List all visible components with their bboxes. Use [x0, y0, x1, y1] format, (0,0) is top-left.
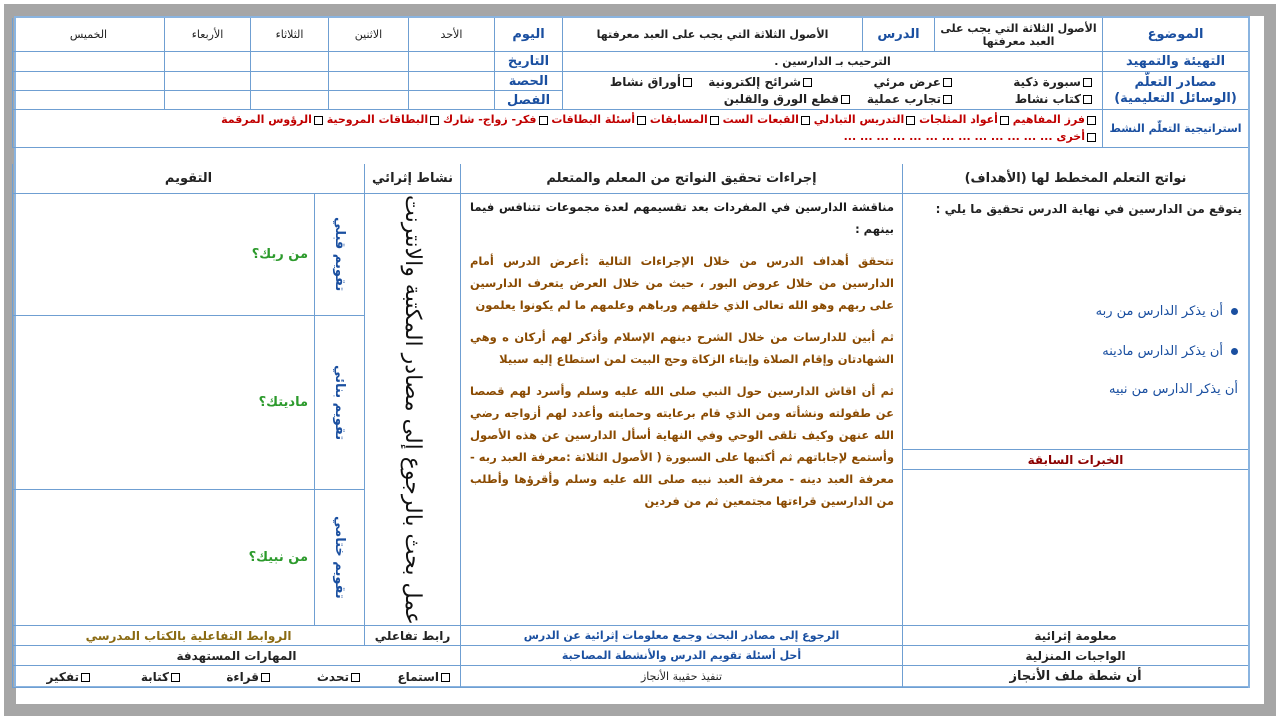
resources-label-line2: (الوسائل التعليمية) [1114, 90, 1237, 106]
strategy-item[interactable]: فكر- زواج- شارك [443, 113, 547, 126]
strategy-item[interactable]: التدريس التبادلي [814, 113, 916, 126]
procedure-paragraph-2: تتحقق أهداف الدرس من خلال الإجراءات التالية :أعرض الدرس أمام الدارسين من خلال عروض البور ، حيث من خلال العرض يتعرف الدارسين على ربهم وهو الله تعالى الذي خلقهم ورباهم وعلمهم ما لم يكونوا يعلمون [470, 254, 894, 312]
bullet-icon [1231, 308, 1238, 315]
checkbox-icon [1083, 95, 1092, 104]
date-cell-1 [408, 52, 494, 72]
skills-options [12, 666, 460, 688]
strategy-item[interactable]: القبعات الست [723, 113, 810, 126]
day-thursday: الخميس [12, 18, 164, 52]
checkbox-icon [801, 116, 810, 125]
skill-writing[interactable]: كتابة [141, 670, 180, 684]
day-monday: الاثنين [328, 18, 408, 52]
enrich-info-value: الرجوع إلى مصادر البحث وجمع معلومات إثرائية عن الدرس [460, 626, 902, 646]
resource-paper-pens[interactable]: قطع الورق والقلبن [724, 92, 850, 106]
resource-experiments[interactable]: تجارب عملية [867, 92, 952, 106]
prior-experience-label: الخبرات السابقة [902, 450, 1248, 470]
objectives-cell [902, 194, 1248, 450]
strategy-item[interactable]: الرؤوس المرقمة [221, 113, 323, 126]
class-cell-1 [408, 91, 494, 110]
period-cell-3 [250, 72, 328, 91]
resources-label-line1: مصادر التعلّم [1134, 74, 1217, 90]
date-cell-2 [328, 52, 408, 72]
checkbox-icon [841, 95, 850, 104]
final-eval-question: من نبيك؟ [12, 490, 314, 626]
interactive-link-value[interactable]: الروابط التفاعلية بالكتاب المدرسي [12, 626, 364, 646]
enrichment-header: نشاط إثرائي [364, 164, 460, 194]
class-cell-4 [164, 91, 250, 110]
strategy-item[interactable]: أعواد المثلجات [919, 113, 1009, 126]
portfolio-label: أن شطة ملف الأنجاز [902, 666, 1248, 688]
intro-value: الترحيب بـ الدارسين . [562, 52, 1102, 72]
day-label: اليوم [494, 18, 562, 52]
resource-smartboard[interactable]: سبورة ذكية [1013, 75, 1092, 89]
strategy-item[interactable]: فرز المفاهيم [1013, 113, 1096, 126]
prior-experience-cell [902, 470, 1248, 626]
bullet-icon [1231, 348, 1238, 355]
skill-speaking[interactable]: تحدث [317, 670, 360, 684]
period-cell-4 [164, 72, 250, 91]
pre-eval-label-cell [314, 194, 364, 316]
class-cell-2 [328, 91, 408, 110]
objective-item-1: أن يذكر الدارس من ربه [1096, 304, 1238, 319]
strategy-other[interactable]: أخرى ... ... ... ... ... ... ... ... ... ... ... ... ... [844, 130, 1096, 143]
procedure-paragraph-1: مناقشة الدارسين في المفردات بعد تقسيمهم لعدة مجموعات تتنافس فيما بينهم : [470, 200, 894, 236]
objectives-header: نواتج التعلم المخطط لها (الأهداف) [902, 164, 1248, 194]
intro-label: التهيئة والتمهيد [1102, 52, 1248, 72]
objectives-intro: يتوقع من الدارسين في نهاية الدرس تحقيق ما يلي : [935, 202, 1242, 216]
lesson-label: الدرس [862, 18, 934, 52]
checkbox-icon [1087, 116, 1096, 125]
date-cell-3 [250, 52, 328, 72]
class-cell-3 [250, 91, 328, 110]
resources-label [1102, 72, 1248, 110]
procedure-paragraph-3: ثم أبين للدارسات من خلال الشرح دينهم الإسلام وأذكر لهم أركان ه وهي الشهادتان وإقام الصلاة وإيتاء الزكاة وحج البيت لمن استطاع إليه سبيلا [470, 330, 894, 366]
objective-item-2: أن يذكر الدارس مادينه [1102, 344, 1238, 359]
class-label: الفصل [494, 91, 562, 110]
interactive-link-label: رابط تفاعلي [364, 626, 460, 646]
period-cell-2 [328, 72, 408, 91]
mid-eval-label-cell [314, 316, 364, 490]
resource-e-slides[interactable]: شرائح إلكترونية [708, 75, 812, 89]
checkbox-icon [314, 116, 323, 125]
period-label: الحصة [494, 72, 562, 91]
final-eval-label: تقويم ختامي [332, 516, 347, 599]
checkbox-icon [803, 78, 812, 87]
evaluation-header: التقويم [12, 164, 364, 194]
resources-options [562, 72, 1102, 110]
mid-eval-question: ماديتك؟ [12, 316, 314, 490]
skills-label: المهارات المستهدفة [12, 646, 460, 666]
mid-eval-label: تقويم بنائي [332, 364, 347, 441]
homework-value: أحل أسئلة تقويم الدرس والأنشطة المصاحبة [460, 646, 902, 666]
date-cell-5 [12, 52, 164, 72]
class-cell-5 [12, 91, 164, 110]
strategy-item[interactable]: البطاقات المروحية [327, 113, 440, 126]
checkbox-icon [683, 78, 692, 87]
objective-item-3: أن يذكر الدارس من نبيه [1109, 382, 1238, 397]
date-label: التاريخ [494, 52, 562, 72]
resource-worksheets[interactable]: أوراق نشاط [610, 75, 692, 89]
homework-label: الواجبات المنزلية [902, 646, 1248, 666]
day-wednesday: الأربعاء [164, 18, 250, 52]
portfolio-value: تنفيذ حقيبة الأنجاز [460, 666, 902, 688]
checkbox-icon [943, 78, 952, 87]
checkbox-icon [441, 673, 450, 682]
strategy-item[interactable]: المسابقات [650, 113, 719, 126]
procedures-header: إجراءات تحقيق النواتج من المعلم والمتعلم [460, 164, 902, 194]
checkbox-icon [1083, 78, 1092, 87]
lesson-plan-sheet [14, 16, 1250, 688]
checkbox-icon [351, 673, 360, 682]
checkbox-icon [710, 116, 719, 125]
date-cell-4 [164, 52, 250, 72]
subject-value: الأصول الثلاثة التي يجب على العبد معرفتها [934, 18, 1102, 52]
strategy-list [221, 113, 1096, 126]
strategy-options [12, 110, 1102, 148]
checkbox-icon [261, 673, 270, 682]
checkbox-icon [943, 95, 952, 104]
lesson-value: الأصول الثلاثة التي يجب على العبد معرفتها [562, 18, 862, 52]
checkbox-icon [539, 116, 548, 125]
procedure-paragraph-4: ثم أن اقاش الدارسين حول النبي صلى الله عليه وسلم وأسرد لهم قصصا عن طفولته ونشأته ومن الذي قام برعايته وحمايته وأعدد لهم أزواجه رضي الله عنهن وكيف تلقى الوحي وفي النهاية أسأل الدارسين عن هذه الأصول وأستمع لإجاباتهم ثم أكتبها على السبورة ( الأصول الثلاثة :معرفة العبد ربه - معرفة العبد دينه - معرفة العبد نبيه صلى الله عليه وسلم وأقرؤها وأطلب من الدارسين قراءتها مجتمعين ثم من فردين [470, 384, 894, 508]
procedures-cell [460, 194, 902, 626]
checkbox-icon [81, 673, 90, 682]
resource-visual-display[interactable]: عرض مرئي [873, 75, 952, 89]
enrichment-cell [364, 194, 460, 626]
strategy-label: استراتيجية التعلّم النشط [1102, 110, 1248, 148]
skill-listening[interactable]: استماع [397, 670, 450, 684]
resource-activity-book[interactable]: كتاب نشاط [1015, 92, 1092, 106]
checkbox-icon [430, 116, 439, 125]
period-cell-1 [408, 72, 494, 91]
final-eval-label-cell [314, 490, 364, 626]
subject-label: الموضوع [1102, 18, 1248, 52]
period-cell-5 [12, 72, 164, 91]
pre-eval-question: من ربك؟ [12, 194, 314, 316]
day-sunday: الأحد [408, 18, 494, 52]
day-tuesday: الثلاثاء [250, 18, 328, 52]
checkbox-icon [637, 116, 646, 125]
skill-reading[interactable]: قراءة [226, 670, 270, 684]
checkbox-icon [171, 673, 180, 682]
enrich-info-label: معلومة إثرائية [902, 626, 1248, 646]
enrichment-text: عمل بحث بالرجوع إلى مصادر المكتبة والانترنت [400, 194, 425, 625]
checkbox-icon [1000, 116, 1009, 125]
strategy-item[interactable]: أسئلة البطاقات [551, 113, 646, 126]
checkbox-icon [1087, 133, 1096, 142]
checkbox-icon [906, 116, 915, 125]
pre-eval-label: تقويم قبلي [332, 217, 347, 292]
skill-thinking[interactable]: تفكير [47, 670, 90, 684]
